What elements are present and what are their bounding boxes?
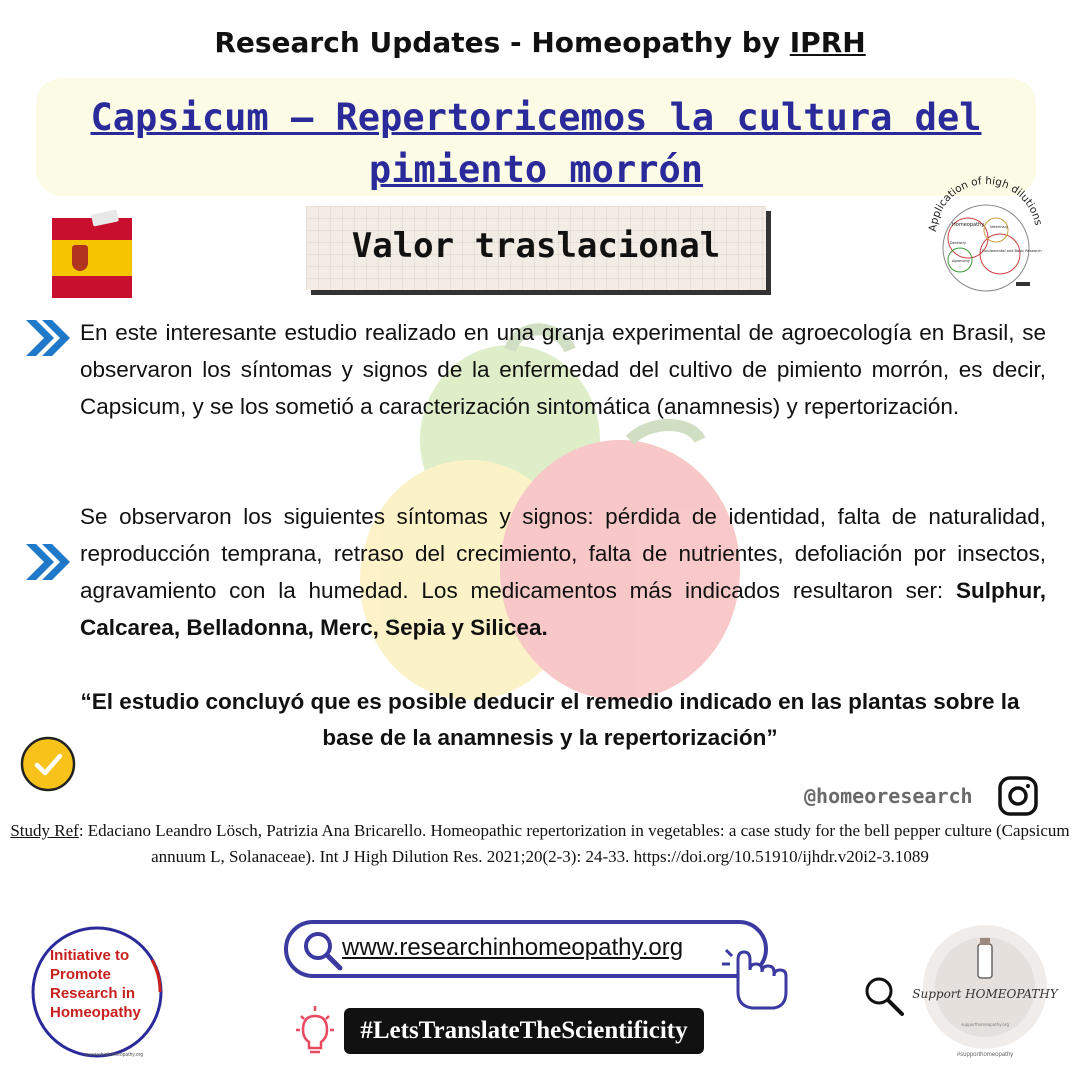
diagram-arc-text: Application of high dilutions (926, 174, 1045, 233)
magnifier-icon (862, 974, 906, 1018)
page-title[interactable]: Capsicum – Repertoricemos la cultura del pimiento morrón (90, 96, 982, 191)
lightbulb-icon (292, 1004, 338, 1060)
conclusion-quote: “El estudio concluyó que es posible deducir el remedio indicado en las plantas sobre la base de la anamnesis y la repertorización” (80, 689, 1020, 750)
iprh-logo-text: Initiative to Promote Research in Homeopathy (50, 947, 141, 1021)
remedies-text: Sulphur, Calcarea, Belladonna, Merc, Sepia y Silicea. (80, 578, 1046, 640)
website-url[interactable]: www.researchinhomeopathy.org (342, 934, 684, 961)
symptoms-text: Se observaron los siguientes síntomas y signos: pérdida de identidad, falta de naturalidad, reproducción temprana, retraso del crecimiento, falta de nutrientes, defoliación por insectos, agravamiento con la humedad. Los medicamentos más indicados resultaron ser: (80, 504, 1046, 603)
search-icon (300, 928, 344, 972)
diagram-circle-0: Homeopathy (952, 222, 985, 228)
double-chevron-icon (26, 542, 72, 582)
study-ref-text: : Edaciano Leandro Lösch, Patrizia Ana Bricarello. Homeopathic repertorization in vegetables: a case study for the bell pepper culture (Capsicum annuum L, Solanaceae). Int J High Dilution Res. 2021;20(2-3): 24-33. https://doi.org/10.51910/ijhdr.v20i2-3.1089 (78, 821, 1070, 866)
diagram-circle-1: Veterinary (990, 225, 1009, 229)
support-logo-text: Support HOMEOPATHY (912, 987, 1058, 1001)
paragraph-symptoms (80, 498, 1046, 646)
study-ref-label: Study Ref (10, 821, 79, 840)
support-homeopathy-logo (912, 922, 1058, 1052)
diagram-circle-3: Agronomy (952, 259, 970, 263)
label-text: Valor traslacional (351, 226, 721, 266)
study-reference (6, 818, 1074, 870)
checkmark-icon (20, 736, 76, 792)
double-chevron-icon (26, 318, 72, 358)
header-org: IPRH (789, 26, 866, 59)
iprh-logo-url: researchinhomeopathy.org (84, 1052, 144, 1058)
hashtag-badge: #LetsTranslateTheScientificity (344, 1008, 704, 1054)
pointer-hand-icon (720, 940, 800, 1020)
social-handle[interactable]: @homeoresearch (804, 784, 973, 808)
high-dilutions-diagram (918, 168, 1052, 294)
diagram-circle-4: Fundamental and Basic Research (982, 249, 1042, 253)
spain-flag-icon (52, 218, 132, 298)
header-title-prefix: Research Updates - Homeopathy by (214, 26, 790, 59)
support-logo-url: supporthomeopathy.org (961, 1022, 1009, 1027)
diagram-circle-2: Dentistry (950, 241, 967, 245)
paragraph-study: En este interesante estudio realizado en una granja experimental de agroecología en Brasil, se observaron los síntomas y signos de la enfermedad del cultivo de pimiento morrón, es decir, Capsicum, y se los sometió a caracterización sintomática (anamnesis) y repertorización. (80, 320, 1046, 419)
instagram-icon[interactable] (998, 776, 1038, 816)
header-title (0, 26, 1080, 59)
support-hashtag: #supporthomeopathy (956, 1052, 1014, 1058)
